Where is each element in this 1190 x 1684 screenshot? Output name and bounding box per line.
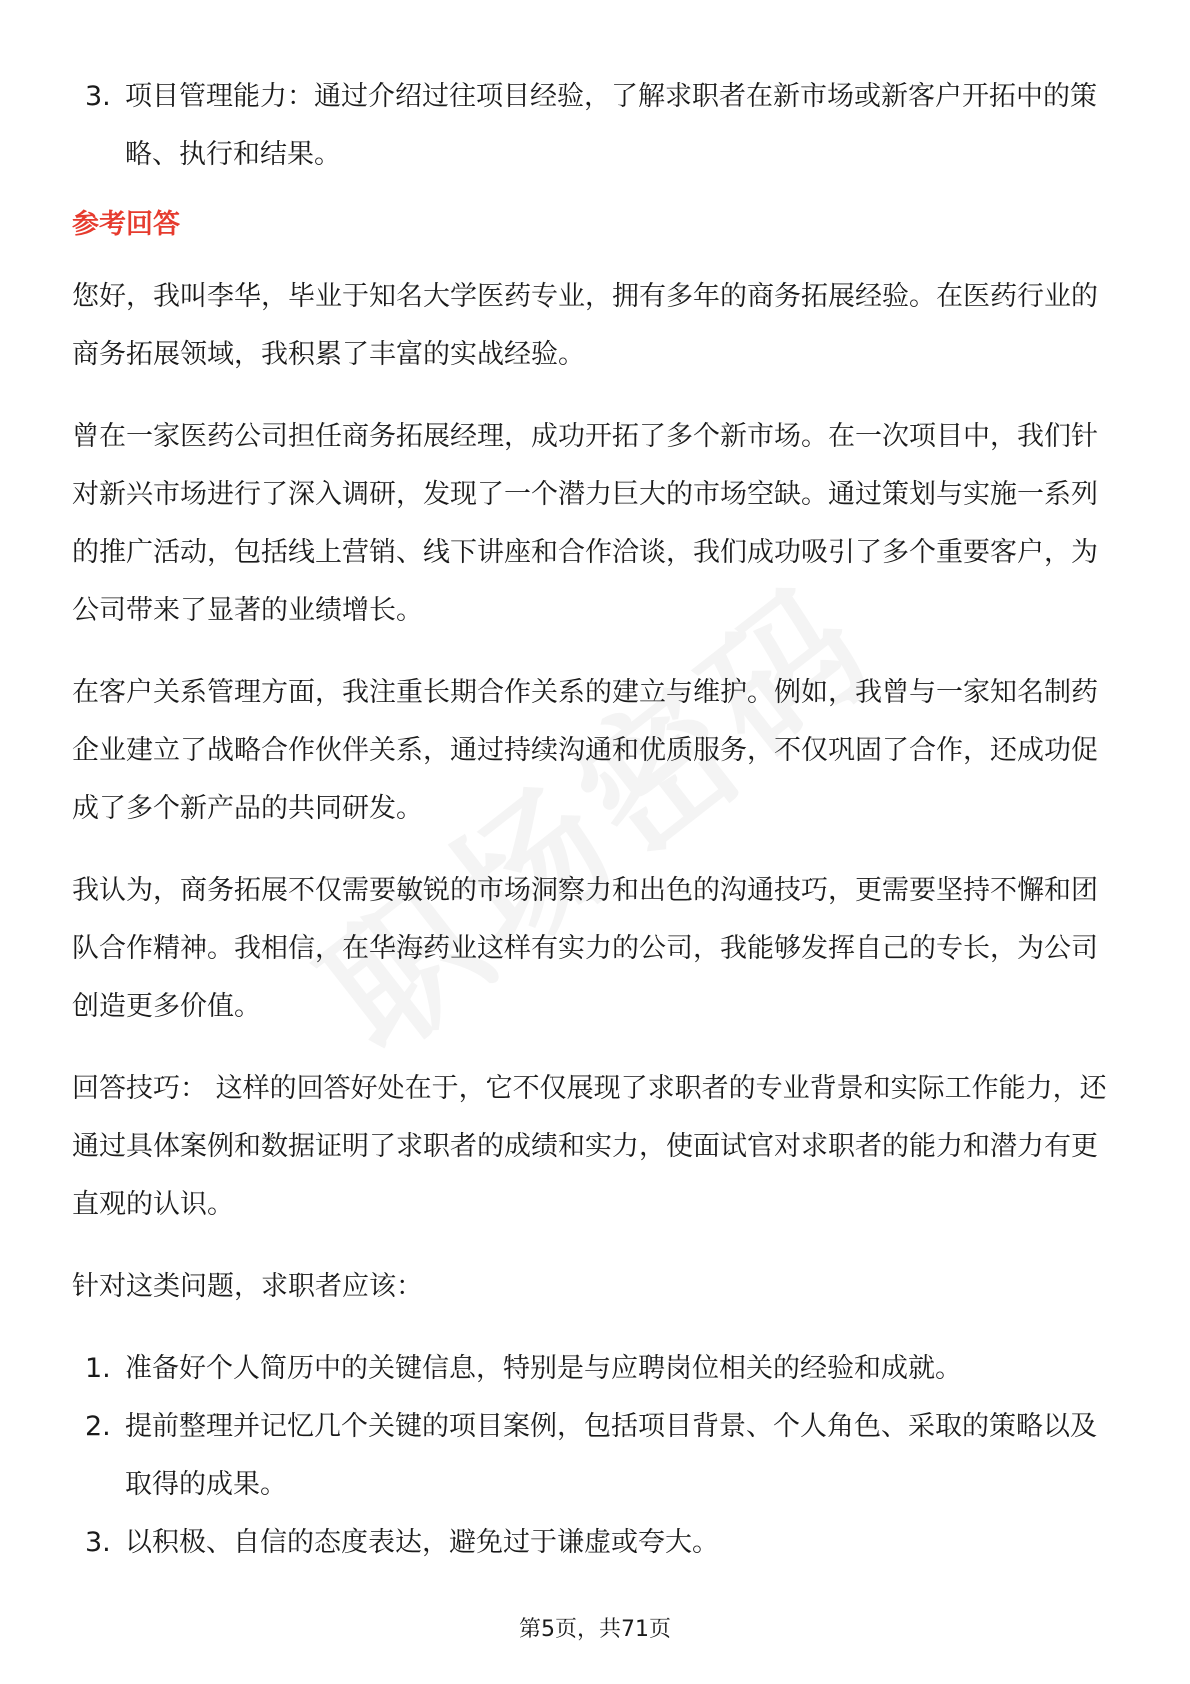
page-content <box>72 68 1118 1572</box>
advice-numbered-list <box>72 1340 1118 1572</box>
paragraph-conclusion: 我认为，商务拓展不仅需要敏锐的市场洞察力和出色的沟通技巧，更需要坚持不懈和团队合作精神。我相信，在华海药业这样有实力的公司，我能够发挥自己的专长，为公司创造更多价值。 <box>72 875 1098 1022</box>
list-item-text: 以积极、自信的态度表达，避免过于谦虚或夸大。 <box>125 1527 719 1558</box>
paragraph-advice-intro: 针对这类问题，求职者应该： <box>72 1271 423 1302</box>
list-item-number: 3. <box>85 1527 111 1558</box>
list-item-text: 项目管理能力：通过介绍过往项目经验，了解求职者在新市场或新客户开拓中的策略、执行和结果。 <box>125 81 1097 170</box>
list-item <box>72 68 1118 184</box>
list-item-number: 3. <box>85 81 111 112</box>
section-heading-reference-answer: 参考回答 <box>72 209 180 240</box>
list-item <box>72 1514 1118 1572</box>
paragraph-experience: 曾在一家医药公司担任商务拓展经理，成功开拓了多个新市场。在一次项目中，我们针对新兴市场进行了深入调研，发现了一个潜力巨大的市场空缺。通过策划与实施一系列的推广活动，包括线上营销、线下讲座和合作洽谈，我们成功吸引了多个重要客户，为公司带来了显著的业绩增长。 <box>72 421 1098 626</box>
list-item <box>72 1340 1118 1398</box>
list-item-number: 2. <box>85 1411 111 1442</box>
paragraph-answer-tips: 回答技巧： 这样的回答好处在于，它不仅展现了求职者的专业背景和实际工作能力，还通过具体案例和数据证明了求职者的成绩和实力，使面试官对求职者的能力和潜力有更直观的认识。 <box>72 1073 1107 1220</box>
paragraph-client-relations: 在客户关系管理方面，我注重长期合作关系的建立与维护。例如，我曾与一家知名制药企业建立了战略合作伙伴关系，通过持续沟通和优质服务，不仅巩固了合作，还成功促成了多个新产品的共同研发。 <box>72 677 1098 824</box>
page-footer: 第5页，共71页 <box>519 1617 671 1642</box>
list-item <box>72 1398 1118 1514</box>
list-item-text: 提前整理并记忆几个关键的项目案例，包括项目背景、个人角色、采取的策略以及取得的成果。 <box>125 1411 1097 1500</box>
list-item-text: 准备好个人简历中的关键信息，特别是与应聘岗位相关的经验和成就。 <box>125 1353 962 1384</box>
top-numbered-list <box>72 68 1118 184</box>
paragraph-intro: 您好，我叫李华，毕业于知名大学医药专业，拥有多年的商务拓展经验。在医药行业的商务拓展领域，我积累了丰富的实战经验。 <box>72 281 1098 370</box>
list-item-number: 1. <box>85 1353 111 1384</box>
